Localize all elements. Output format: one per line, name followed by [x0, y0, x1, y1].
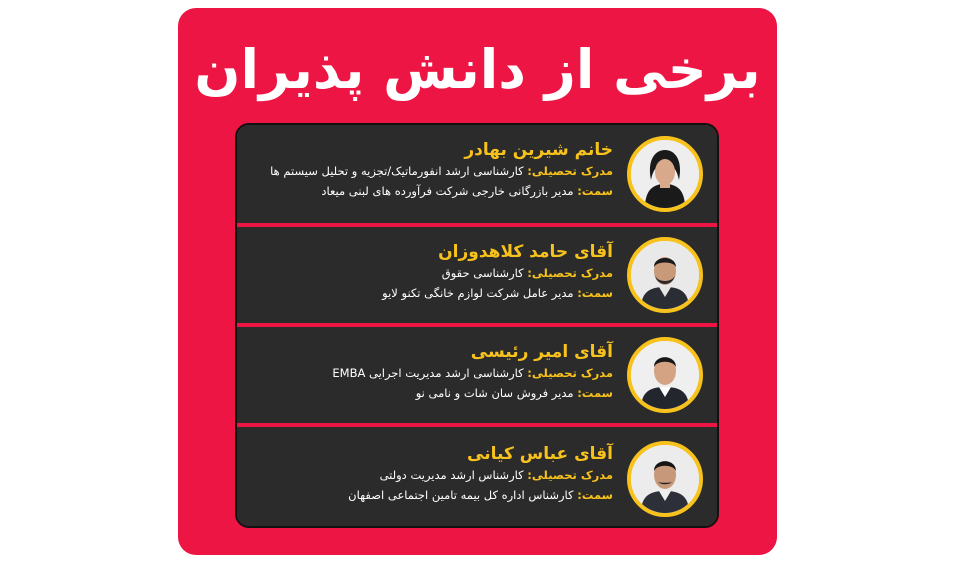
student-name: خانم شیرین بهادر — [464, 140, 613, 160]
education-line — [247, 263, 613, 283]
student-name: آقای عباس کیانی — [467, 444, 613, 464]
position-label: سمت: — [577, 184, 613, 198]
education-value: کارشناسی ارشد مدیریت اجرایی EMBA — [332, 366, 524, 380]
students-list — [235, 123, 719, 528]
student-info — [247, 125, 613, 223]
person-photo-icon — [631, 445, 699, 513]
position-value: کارشناس اداره کل بیمه تامین اجتماعی اصفهان — [348, 488, 574, 502]
student-info — [247, 227, 613, 323]
students-card — [178, 8, 777, 555]
student-info — [247, 327, 613, 423]
student-name: آقای امیر رئیسی — [470, 342, 613, 362]
education-label: مدرک تحصیلی: — [527, 164, 613, 178]
position-line — [247, 485, 613, 505]
person-photo-icon — [631, 341, 699, 409]
position-value: مدیر عامل شرکت لوازم خانگی تکنو لایو — [382, 286, 574, 300]
student-info — [247, 427, 613, 528]
education-line — [247, 161, 613, 181]
avatar — [627, 136, 703, 212]
person-photo-icon — [631, 241, 699, 309]
list-item — [237, 227, 717, 323]
education-label: مدرک تحصیلی: — [527, 366, 613, 380]
education-label: مدرک تحصیلی: — [527, 266, 613, 280]
education-value: کارشناسی حقوق — [441, 266, 524, 280]
avatar — [627, 441, 703, 517]
position-label: سمت: — [577, 286, 613, 300]
education-line — [247, 465, 613, 485]
position-line — [247, 181, 613, 201]
education-value: کارشناسی ارشد انفورماتیک/تجزیه و تحلیل سیستم ها — [270, 164, 524, 178]
list-item — [237, 125, 717, 223]
position-label: سمت: — [577, 488, 613, 502]
education-value: کارشناس ارشد مدیریت دولتی — [379, 468, 524, 482]
position-line — [247, 283, 613, 303]
position-line — [247, 383, 613, 403]
education-label: مدرک تحصیلی: — [527, 468, 613, 482]
avatar — [627, 337, 703, 413]
position-value: مدیر فروش سان شات و نامی نو — [415, 386, 574, 400]
page-title: برخی از دانش پذیران — [194, 38, 761, 101]
list-item — [237, 327, 717, 423]
education-line — [247, 363, 613, 383]
list-item — [237, 427, 717, 528]
student-name: آقای حامد کلاهدوزان — [438, 242, 613, 262]
avatar — [627, 237, 703, 313]
position-label: سمت: — [577, 386, 613, 400]
position-value: مدیر بازرگانی خارجی شرکت فرآورده های لبنی میعاد — [321, 184, 574, 198]
person-photo-icon — [631, 140, 699, 208]
